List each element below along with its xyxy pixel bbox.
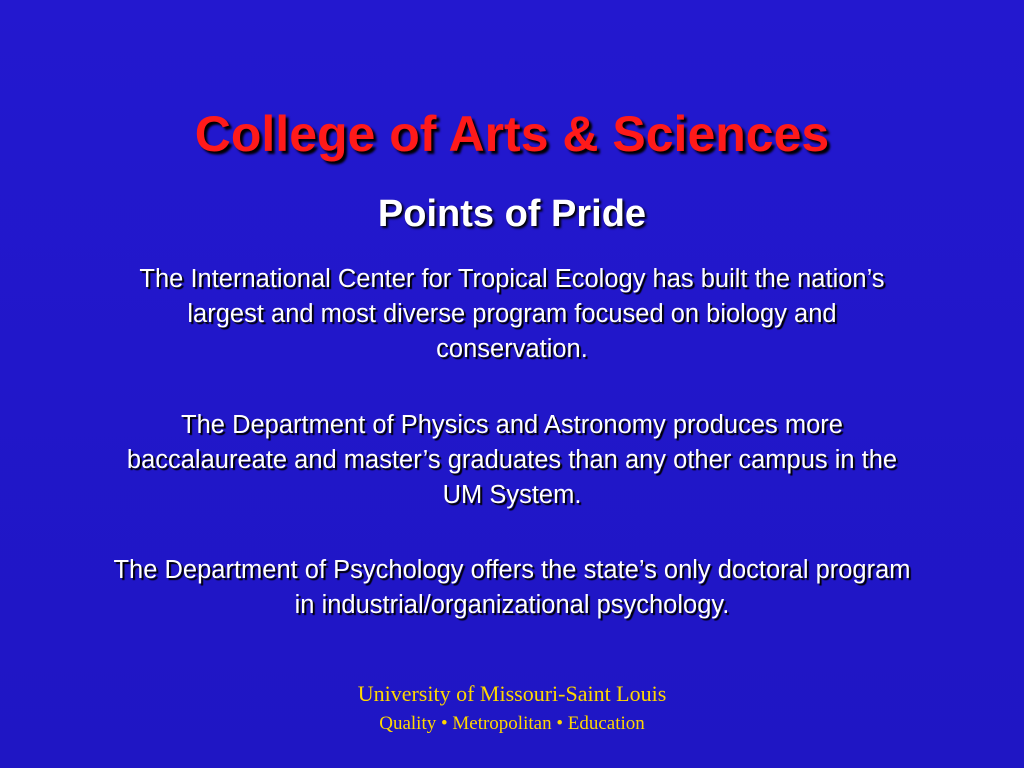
slide-subtitle: Points of Pride [377, 193, 647, 235]
pride-point-psychology: The Department of Psychology offers the state’s only doctoral program in industrial/organizational psychology. [113, 556, 911, 619]
slide-title: College of Arts & Sciences [194, 106, 830, 162]
pride-point-physics-astronomy: The Department of Physics and Astronomy produces more baccalaureate and master’s graduates than any other campus in the UM System. [126, 411, 898, 509]
pride-point-tropical-ecology: The International Center for Tropical Ecology has built the nation’s largest and most diverse program focused on biology and conservation. [139, 265, 885, 363]
footer-tagline: Quality • Metropolitan • Education [379, 713, 645, 734]
footer-university-name: University of Missouri-Saint Louis [357, 681, 667, 706]
